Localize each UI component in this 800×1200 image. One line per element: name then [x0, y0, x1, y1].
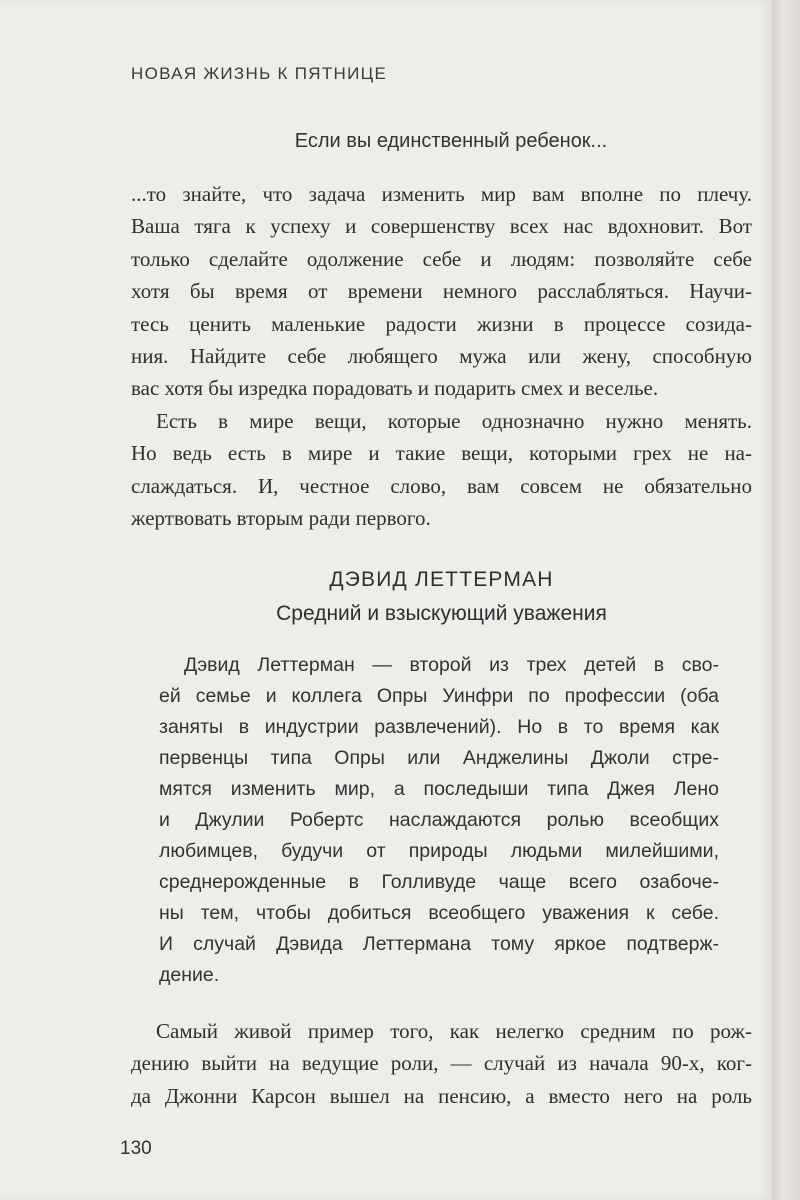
text-line: ей семье и коллега Опры Уинфри по профессии (оба: [159, 685, 719, 707]
text-line: хотя бы время от времени немного расслабляться. Научи-: [131, 279, 752, 304]
text-line: первенцы типа Опры или Анджелины Джоли стре-: [159, 747, 719, 769]
text-line: Дэвид Леттерман — второй из трех детей в сво-: [184, 654, 719, 676]
section-title: ДЭВИД ЛЕТТЕРМАН: [329, 568, 554, 591]
text-line: ны тем, чтобы добиться всеобщего уважения к себе.: [159, 902, 719, 924]
profile-paragraph: [159, 650, 719, 991]
text-line: Самый живой пример того, как нелегко средним по рож-: [156, 1019, 752, 1043]
sidebar-paragraph-1: [131, 178, 752, 405]
text-line: ...то знайте, что задача изменить мир вам вполне по плечу.: [131, 182, 752, 206]
text-line: дению выйти на ведущие роли, — случай из начала 90-х, ког-: [131, 1051, 752, 1076]
text-line: и Джулии Робертс наслаждаются ролью всеобщих: [159, 809, 719, 831]
sidebar-paragraph-2: [131, 405, 752, 535]
text-line: заняты в индустрии развлечений). Но в то время как: [159, 716, 719, 738]
text-line: Ваша тяга к успеху и совершенству всех нас вдохновит. Вот: [131, 214, 752, 239]
text-line: жертвовать вторым ради первого.: [131, 506, 431, 531]
text-line: вас хотя бы изредка порадовать и подарить смех и веселье.: [131, 376, 659, 401]
text-line: Но ведь есть в мире и такие вещи, которыми грех не на-: [131, 441, 752, 466]
section-subtitle: Средний и взыскующий уважения: [276, 602, 607, 625]
body-paragraph: [131, 1015, 752, 1112]
text-line: ния. Найдите себе любящего мужа или жену, способную: [131, 343, 752, 368]
page-number: 130: [120, 1138, 152, 1159]
text-line: тесь ценить маленькие радости жизни в процессе созида-: [131, 311, 752, 336]
text-line: мятся изменить мир, а последыши типа Джея Лено: [159, 778, 719, 800]
text-line: только сделайте одолжение себе и людям: позволяйте себе: [131, 246, 752, 271]
text-line: Есть в мире вещи, которые однозначно нужно менять.: [156, 409, 752, 433]
running-head: НОВАЯ ЖИЗНЬ К ПЯТНИЦЕ: [131, 64, 388, 83]
text-line: любимцев, будучи от природы людьми милейшими,: [159, 840, 719, 862]
text-line: да Джонни Карсон вышел на пенсию, а вместо него на роль: [131, 1083, 752, 1108]
sidebar-heading: Если вы единственный ребенок...: [294, 130, 608, 152]
text-line: среднерожденные в Голливуде чаще всего озабоче-: [159, 871, 719, 893]
text-line: И случай Дэвида Леттермана тому яркое подтверж-: [159, 933, 719, 955]
page-edge: [772, 0, 800, 1200]
text-line: слаждаться. И, честное слово, вам совсем не обязательно: [131, 473, 752, 498]
text-line: дение.: [159, 964, 220, 986]
